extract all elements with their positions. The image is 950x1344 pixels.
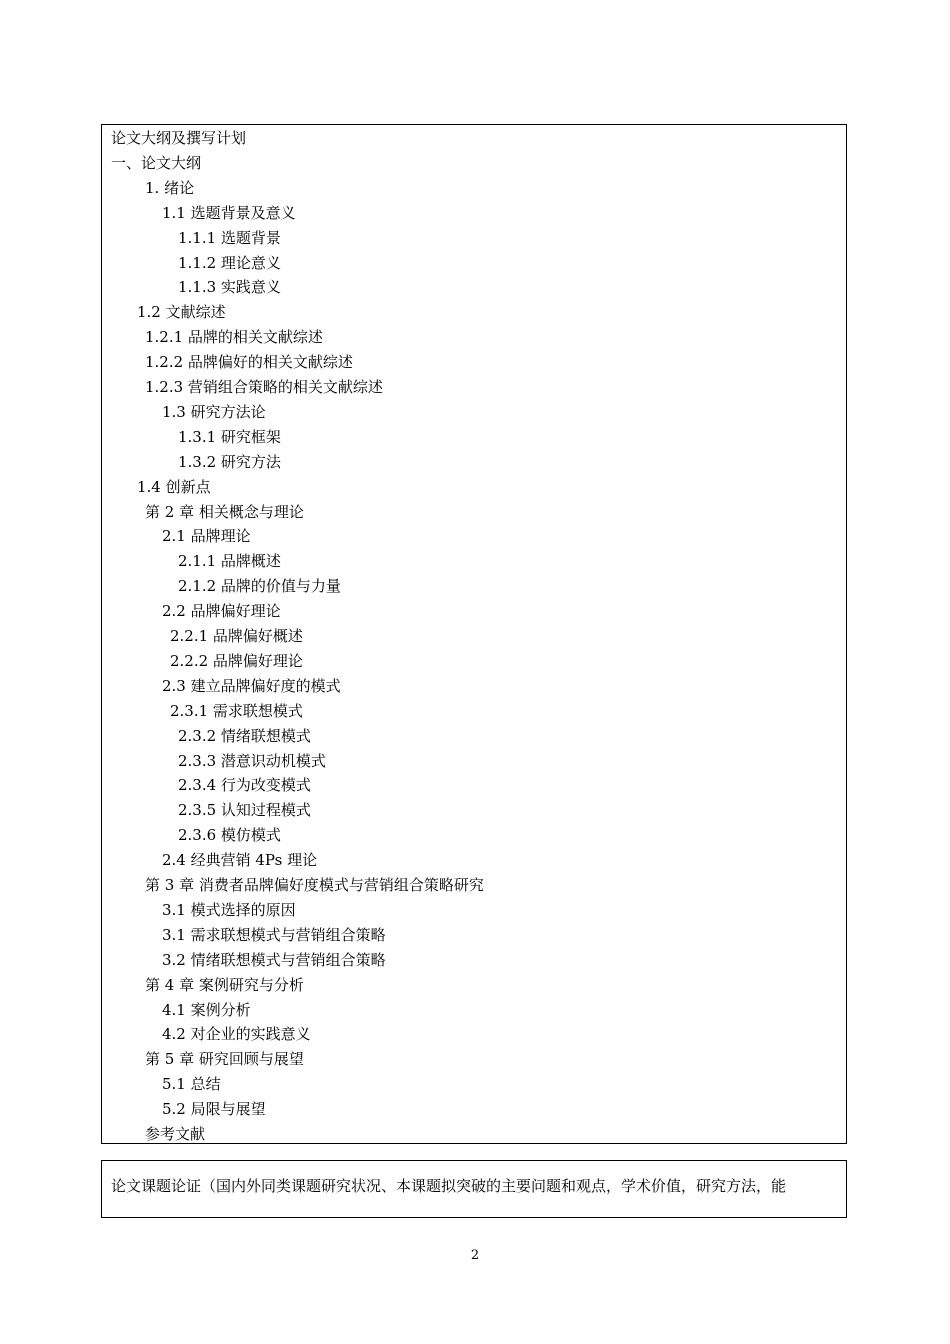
outline-line: 3.2 情绪联想模式与营销组合策略 [162,950,386,969]
outline-line: 2.4 经典营销 4Ps 理论 [162,851,318,870]
outline-line: 1. 绪论 [145,178,195,197]
outline-line: 5.1 总结 [162,1075,221,1094]
outline-line: 2.1.1 品牌概述 [178,552,281,571]
outline-line: 1.2 文献综述 [137,303,226,322]
outline-line: 2.3.6 模仿模式 [178,826,281,845]
outline-line: 2.3.3 潜意识动机模式 [178,751,326,770]
topic-box [101,1160,847,1218]
outline-line: 1.3.2 研究方法 [178,452,281,471]
outline-line: 2.3.4 行为改变模式 [178,776,311,795]
outline-line: 2.1.2 品牌的价值与力量 [178,577,341,596]
outline-line: 第 4 章 案例研究与分析 [145,975,304,994]
outline-line: 参考文献 [145,1125,206,1143]
outline-line: 第 5 章 研究回顾与展望 [145,1050,304,1069]
outline-line: 1.3.1 研究框架 [178,427,281,446]
outline-line: 2.3.1 需求联想模式 [170,701,303,720]
outline-line: 2.1 品牌理论 [162,527,251,546]
outline-line: 2.2.2 品牌偏好理论 [170,651,303,670]
outline-line: 1.2.3 营销组合策略的相关文献综述 [145,378,383,396]
outline-line: 4.1 案例分析 [162,1000,251,1019]
outline-line: 5.2 局限与展望 [162,1100,266,1119]
outline-line: 1.2.1 品牌的相关文献综述 [145,328,323,347]
outline-line: 1.1.3 实践意义 [178,278,281,297]
outline-line: 3.1 需求联想模式与营销组合策略 [162,925,386,944]
outline-line: 2.3.5 认知过程模式 [178,801,311,820]
topic-text: 论文课题论证（国内外同类课题研究状况、本课题拟突破的主要问题和观点，学术价值，研究方法，能 [111,1177,787,1195]
outline-line: 第 3 章 消费者品牌偏好度模式与营销组合策略研究 [145,876,484,894]
outline-line: 第 2 章 相关概念与理论 [145,502,304,521]
page-number: 2 [470,1248,480,1263]
outline-line: 1.3 研究方法论 [162,402,266,421]
outline-line: 2.3.2 情绪联想模式 [178,726,311,745]
outline-line: 2.2 品牌偏好理论 [162,602,281,621]
outline-line: 一、论文大纲 [111,153,202,172]
outline-line: 论文大纲及撰写计划 [111,129,247,147]
outline-line: 1.1.2 理论意义 [178,253,281,272]
outline-line: 1.1 选题背景及意义 [162,203,296,222]
outline-line: 1.4 创新点 [137,477,211,496]
outline-line: 4.2 对企业的实践意义 [162,1025,311,1044]
outline-line: 1.2.2 品牌偏好的相关文献综述 [145,353,353,372]
outline-line: 3.1 模式选择的原因 [162,900,296,919]
outline-line: 2.2.1 品牌偏好概述 [170,627,303,645]
outline-line: 2.3 建立品牌偏好度的模式 [162,676,341,695]
outline-box [101,124,847,1144]
outline-line: 1.1.1 选题背景 [178,228,281,247]
